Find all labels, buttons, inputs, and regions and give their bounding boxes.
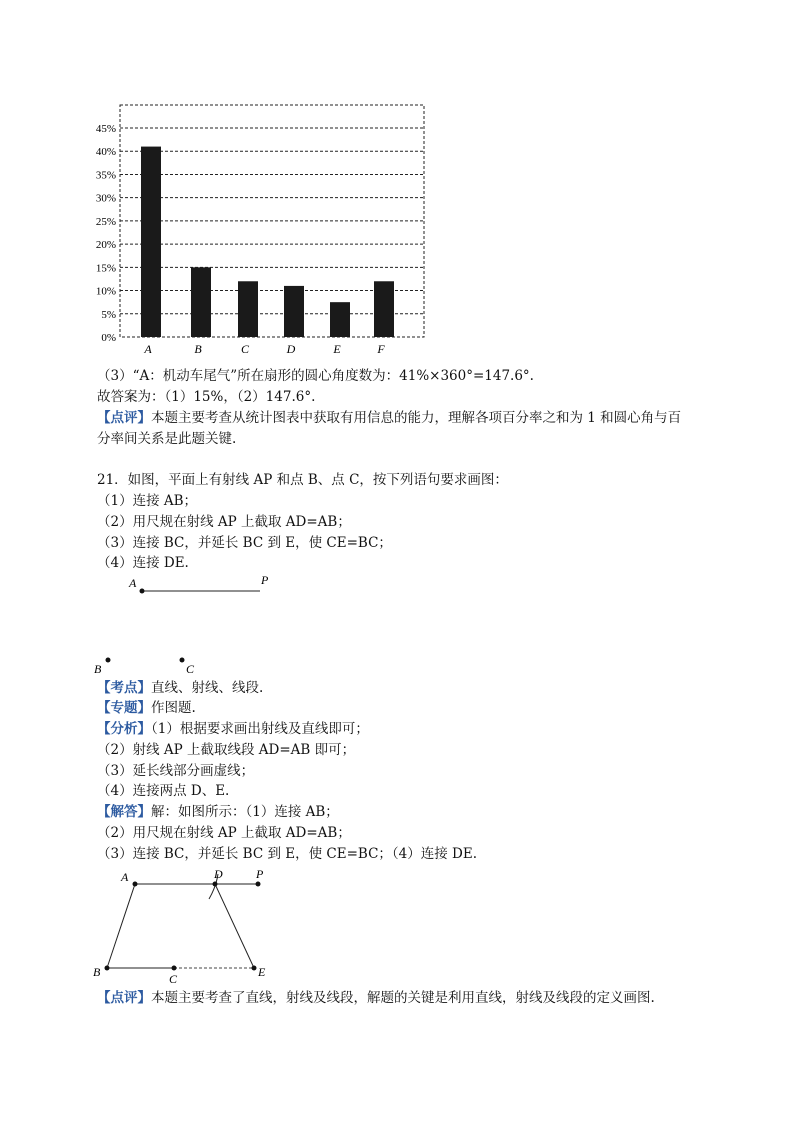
y-tick-label: 35% — [95, 169, 116, 182]
answer-summary: 故答案为：（1）15%，（2）147.6°. — [97, 389, 316, 405]
x-tick-label: B — [194, 342, 202, 356]
label-p: P — [261, 573, 269, 587]
label-a: A — [129, 576, 137, 590]
label-a: A — [121, 870, 129, 884]
fenxi-2: （2）射线 AP 上截取线段 AD=AB 即可； — [97, 742, 356, 758]
comment-2-tag: 【点评】 — [97, 990, 151, 1006]
point-c — [180, 658, 185, 663]
jieda-tag: 【解答】 — [97, 804, 151, 820]
x-tick-label: C — [240, 342, 250, 356]
jieda-line — [97, 802, 339, 822]
label-e: E — [258, 965, 266, 979]
comment-1-line-1 — [97, 408, 681, 428]
comment-2-line — [97, 988, 655, 1008]
comment-text: 本题主要考查从统计图表中获取有用信息的能力，理解各项百分率之和为 1 和圆心角与百 — [151, 410, 682, 426]
zhuanti-tag: 【专题】 — [97, 700, 151, 716]
y-tick-label: 25% — [95, 215, 116, 228]
chart-bars — [141, 147, 394, 337]
bar-a — [141, 147, 161, 337]
y-tick-label: 40% — [95, 146, 116, 159]
label-b: B — [94, 662, 102, 676]
q21-step-4: （4）连接 DE. — [97, 555, 189, 571]
q21-step-2: （2）用尺规在射线 AP 上截取 AD=AB； — [97, 514, 351, 530]
q21-step-3: （3）连接 BC，并延长 BC 到 E，使 CE=BC； — [97, 535, 392, 551]
point-e — [252, 966, 257, 971]
q21-step-1: （1）连接 AB； — [97, 493, 198, 509]
segment-ab — [107, 884, 135, 968]
label-c: C — [169, 972, 178, 986]
bar-f — [374, 281, 394, 337]
point-c — [172, 966, 177, 971]
label-b: B — [93, 965, 101, 979]
jieda-text: 解：如图所示：（1）连接 AB； — [151, 804, 339, 820]
kaodian-line — [97, 678, 263, 698]
kaodian-tag: 【考点】 — [97, 680, 151, 696]
y-tick-label: 30% — [95, 192, 116, 205]
x-tick-label: F — [377, 342, 385, 356]
zhuanti-text: 作图题. — [151, 700, 196, 716]
segment-de — [215, 884, 254, 968]
comment-1-line-2: 分率间关系是此题关键. — [97, 431, 237, 447]
bar-d — [284, 286, 304, 337]
bar-chart — [88, 98, 433, 363]
x-tick-label: A — [144, 342, 152, 356]
point-d — [213, 882, 218, 887]
jieda-3: （3）连接 BC，并延长 BC 到 E，使 CE=BC；（4）连接 DE. — [97, 846, 477, 862]
bar-b — [191, 267, 211, 337]
figure-solution — [88, 862, 288, 992]
figure-ray-ap — [88, 570, 288, 680]
fenxi-tag: 【分析】 — [97, 721, 151, 737]
x-tick-label: D — [286, 342, 296, 356]
fenxi-text: （1）根据要求画出射线及直线即可； — [151, 721, 369, 737]
q3-answer: （3）“A：机动车尾气”所在扇形的圆心角度数为：41%×360°=147.6°. — [97, 368, 534, 384]
jieda-2: （2）用尺规在射线 AP 上截取 AD=AB； — [97, 825, 351, 841]
y-tick-labels — [96, 123, 116, 344]
y-tick-label: 20% — [95, 239, 116, 252]
comment-tag: 【点评】 — [97, 410, 151, 426]
bar-c — [238, 281, 258, 337]
label-p: P — [256, 867, 264, 881]
zhuanti-line — [97, 698, 196, 718]
question-21-title: 21．如图，平面上有射线 AP 和点 B、点 C，按下列语句要求画图： — [97, 472, 508, 488]
y-tick-label: 45% — [95, 123, 116, 135]
point-b — [105, 966, 110, 971]
fenxi-line — [97, 719, 369, 739]
x-tick-labels — [143, 342, 385, 356]
x-tick-label: E — [333, 342, 341, 356]
y-tick-label: 0% — [101, 332, 116, 344]
label-c: C — [186, 662, 195, 676]
comment-2-text: 本题主要考查了直线，射线及线段，解题的关键是利用直线，射线及线段的定义画图. — [151, 990, 655, 1006]
point-p — [256, 882, 261, 887]
y-tick-label: 15% — [95, 262, 116, 275]
label-d: D — [214, 867, 223, 881]
fenxi-3: （3）延长线部分画虚线； — [97, 763, 255, 779]
point-a — [140, 589, 145, 594]
point-a — [133, 882, 138, 887]
kaodian-text: 直线、射线、线段. — [151, 680, 264, 696]
y-tick-label: 5% — [101, 308, 116, 321]
bar-e — [330, 302, 350, 337]
point-b — [106, 658, 111, 663]
y-tick-label: 10% — [95, 285, 116, 298]
fenxi-4: （4）连接两点 D、E. — [97, 783, 230, 799]
